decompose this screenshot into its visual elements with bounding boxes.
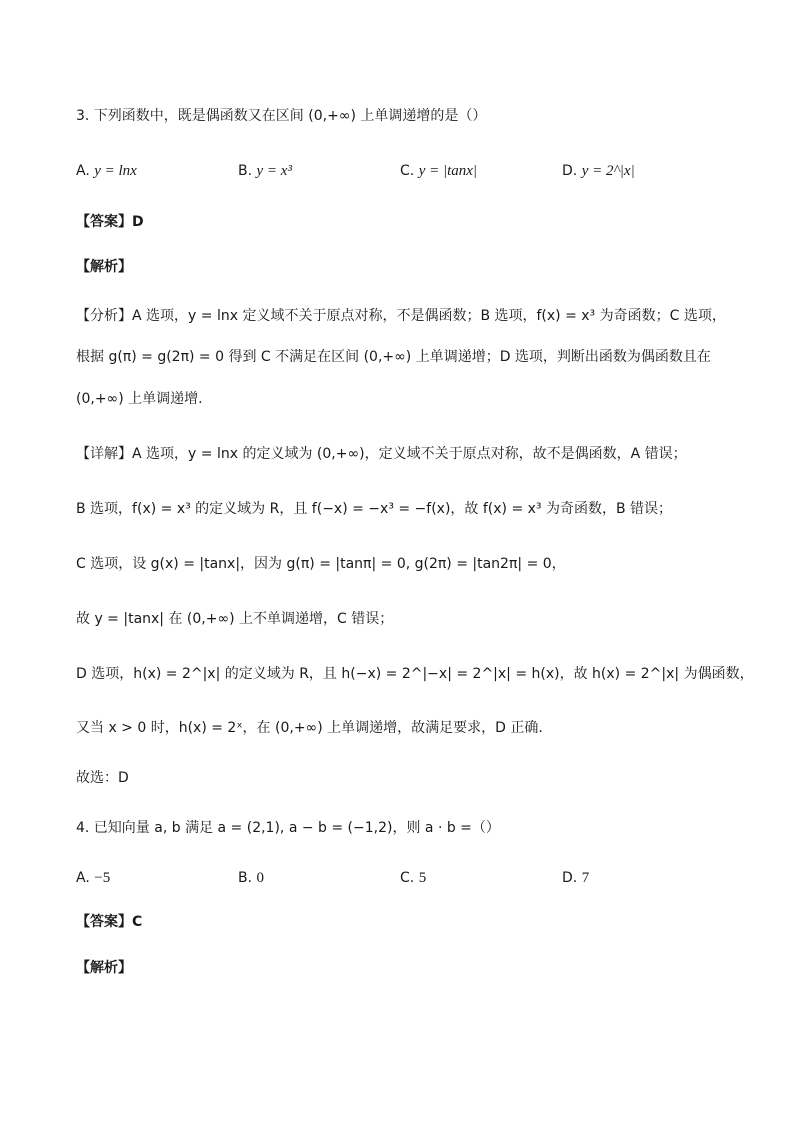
q4-option-a-text: −5	[94, 870, 111, 886]
q4-option-c-label: C.	[400, 870, 415, 886]
q3-xiangjie-line-3: C 选项，设 g(x) = |tanx|，因为 g(π) = |tanπ| = 0, g(2π) = |tan2π| = 0，	[76, 556, 566, 572]
q3-option-c-text: y = |tanx|	[418, 163, 478, 179]
q3-fenxi-line-3: (0,+∞) 上单调递增.	[76, 391, 203, 407]
q4-option-d	[562, 867, 589, 889]
q3-stem: 3. 下列函数中，既是偶函数又在区间 (0,+∞) 上单调递增的是（）	[76, 108, 487, 124]
q4-option-b-label: B.	[238, 870, 253, 886]
q4-option-a	[76, 867, 110, 889]
q4-option-c-text: 5	[418, 870, 427, 886]
q4-option-c	[400, 867, 426, 889]
q3-fenxi-line-2: 根据 g(π) = g(2π) = 0 得到 C 不满足在区间 (0,+∞) 上单调递增；D 选项，判断出函数为偶函数且在	[76, 349, 711, 365]
q3-option-b	[238, 160, 292, 182]
q3-xiangjie-line-1: 【详解】A 选项，y = lnx 的定义域为 (0,+∞)，定义域不关于原点对称，故不是偶函数，A 错误；	[76, 446, 687, 462]
q3-xiangjie-line-4: 故 y = |tanx| 在 (0,+∞) 上不单调递增，C 错误；	[76, 611, 394, 627]
q3-option-a-text: y = lnx	[94, 163, 137, 179]
q3-option-b-text: y = x³	[256, 163, 292, 179]
q3-conclusion: 故选：D	[76, 770, 129, 786]
q4-option-d-text: 7	[581, 870, 590, 886]
q3-option-c-label: C.	[400, 163, 415, 179]
q4-option-b	[238, 867, 264, 889]
q3-option-c	[400, 160, 477, 182]
q4-option-a-label: A.	[76, 870, 90, 886]
q3-xiangjie-line-2: B 选项，f(x) = x³ 的定义域为 R，且 f(−x) = −x³ = −f(x)，故 f(x) = x³ 为奇函数，B 错误；	[76, 501, 673, 517]
q3-option-a-label: A.	[76, 163, 90, 179]
q3-option-a	[76, 160, 137, 182]
q3-option-d-label: D.	[562, 163, 578, 179]
q3-option-b-label: B.	[238, 163, 253, 179]
q3-option-d-text: y = 2^|x|	[581, 163, 635, 179]
q3-xiangjie-line-6: 又当 x > 0 时，h(x) = 2ˣ，在 (0,+∞) 上单调递增，故满足要求，D 正确.	[76, 720, 543, 736]
q3-option-d	[562, 160, 635, 182]
q3-fenxi-line-1: 【分析】A 选项，y = lnx 定义域不关于原点对称，不是偶函数；B 选项，f(x) = x³ 为奇函数；C 选项，	[76, 308, 726, 324]
q4-stem: 4. 已知向量 a, b 满足 a = (2,1), a − b = (−1,2)，则 a · b =（）	[76, 820, 500, 836]
q3-analysis-title: 【解析】	[76, 259, 132, 275]
q4-option-b-text: 0	[256, 870, 265, 886]
q3-answer: 【答案】D	[76, 214, 144, 230]
q3-xiangjie-line-5: D 选项，h(x) = 2^|x| 的定义域为 R，且 h(−x) = 2^|−x| = 2^|x| = h(x)，故 h(x) = 2^|x| 为偶函数，	[76, 666, 754, 682]
q4-analysis-title: 【解析】	[76, 960, 132, 976]
q4-option-d-label: D.	[562, 870, 578, 886]
q4-answer: 【答案】C	[76, 914, 143, 930]
